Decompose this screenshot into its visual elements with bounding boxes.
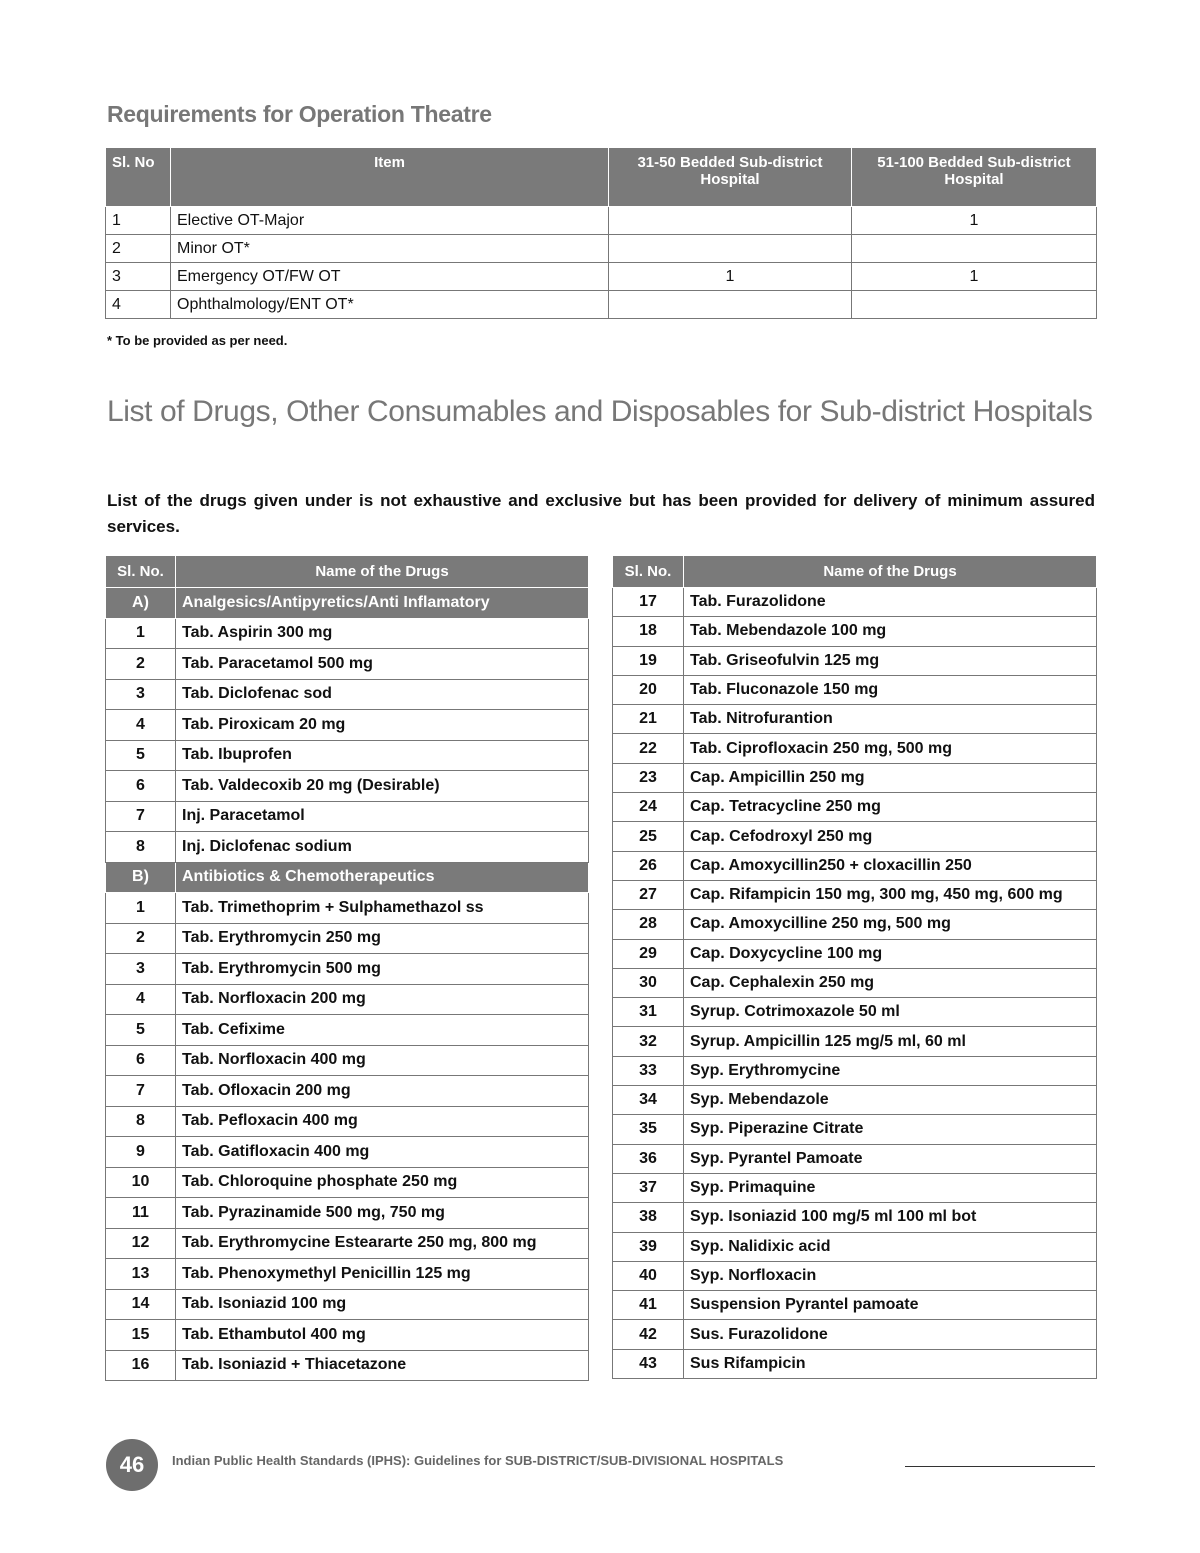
drug-sl-no: 2 bbox=[106, 649, 176, 680]
drug-sl-no: A) bbox=[106, 588, 176, 619]
drug-sl-no: 25 bbox=[613, 822, 684, 851]
drug-name: Syp. Pyrantel Pamoate bbox=[684, 1144, 1097, 1173]
drug-name: Tab. Valdecoxib 20 mg (Desirable) bbox=[176, 771, 589, 802]
drug-sl-no: 22 bbox=[613, 734, 684, 763]
drug-name: Tab. Erythromycin 500 mg bbox=[176, 954, 589, 985]
drug-name: Tab. Erythromycin 250 mg bbox=[176, 923, 589, 954]
ot-requirements-table bbox=[105, 148, 1097, 319]
drug-name: Syp. Piperazine Citrate bbox=[684, 1115, 1097, 1144]
drug-name: Tab. Erythromycine Esteararte 250 mg, 800 mg bbox=[176, 1228, 589, 1259]
drug-row bbox=[613, 1232, 1097, 1261]
drug-name: Tab. Mebendazole 100 mg bbox=[684, 617, 1097, 646]
drug-name: Tab. Pyrazinamide 500 mg, 750 mg bbox=[176, 1198, 589, 1229]
drug-name: Cap. Amoxycillin250 + cloxacillin 250 bbox=[684, 851, 1097, 880]
drugs-table-left bbox=[105, 556, 589, 1381]
drug-sl-no: 6 bbox=[106, 1045, 176, 1076]
ot-cell-sl-no: 1 bbox=[106, 207, 171, 235]
ot-header-item: Item bbox=[171, 148, 609, 207]
drug-row bbox=[106, 740, 589, 771]
ot-table-row bbox=[106, 235, 1097, 263]
drug-sl-no: 36 bbox=[613, 1144, 684, 1173]
drug-sl-no: 27 bbox=[613, 880, 684, 909]
drug-sl-no: 32 bbox=[613, 1027, 684, 1056]
drug-sl-no: 34 bbox=[613, 1086, 684, 1115]
drug-row bbox=[106, 1289, 589, 1320]
drug-name: Tab. Isoniazid 100 mg bbox=[176, 1289, 589, 1320]
drug-sl-no: 41 bbox=[613, 1291, 684, 1320]
drugs-table-right bbox=[612, 556, 1097, 1379]
drug-name: Cap. Cefodroxyl 250 mg bbox=[684, 822, 1097, 851]
ot-header-sl-no: Sl. No bbox=[106, 148, 171, 207]
ot-cell-31-50 bbox=[609, 291, 852, 319]
ot-cell-sl-no: 2 bbox=[106, 235, 171, 263]
drug-name: Tab. Gatifloxacin 400 mg bbox=[176, 1137, 589, 1168]
drug-row bbox=[613, 1320, 1097, 1349]
drug-name: Cap. Amoxycilline 250 mg, 500 mg bbox=[684, 910, 1097, 939]
ot-table-header-row bbox=[106, 148, 1097, 207]
drug-category-name: Analgesics/Antipyretics/Anti Inflamatory bbox=[176, 588, 589, 619]
drug-sl-no: 39 bbox=[613, 1232, 684, 1261]
drug-row bbox=[106, 618, 589, 649]
drugs-left-header-sl-no: Sl. No. bbox=[106, 556, 176, 588]
drug-row bbox=[106, 984, 589, 1015]
ot-table-row bbox=[106, 291, 1097, 319]
drug-name: Tab. Ethambutol 400 mg bbox=[176, 1320, 589, 1351]
drug-row bbox=[613, 1173, 1097, 1202]
drug-sl-no: 4 bbox=[106, 710, 176, 741]
drug-row bbox=[106, 1350, 589, 1381]
drug-row bbox=[106, 893, 589, 924]
ot-cell-item: Elective OT-Major bbox=[171, 207, 609, 235]
drug-name: Tab. Fluconazole 150 mg bbox=[684, 675, 1097, 704]
drug-name: Tab. Trimethoprim + Sulphamethazol ss bbox=[176, 893, 589, 924]
drug-name: Syp. Norfloxacin bbox=[684, 1261, 1097, 1290]
drug-name: Syp. Primaquine bbox=[684, 1173, 1097, 1202]
drug-sl-no: 31 bbox=[613, 998, 684, 1027]
drug-name: Sus. Furazolidone bbox=[684, 1320, 1097, 1349]
drugs-left-header-row bbox=[106, 556, 589, 588]
ot-cell-31-50: 1 bbox=[609, 263, 852, 291]
drug-sl-no: 42 bbox=[613, 1320, 684, 1349]
drug-name: Tab. Nitrofurantion bbox=[684, 705, 1097, 734]
drug-name: Cap. Ampicillin 250 mg bbox=[684, 763, 1097, 792]
drug-sl-no: 38 bbox=[613, 1203, 684, 1232]
drug-row bbox=[106, 1228, 589, 1259]
drug-sl-no: 29 bbox=[613, 939, 684, 968]
drug-name: Syrup. Ampicillin 125 mg/5 ml, 60 ml bbox=[684, 1027, 1097, 1056]
drug-sl-no: 5 bbox=[106, 740, 176, 771]
ot-cell-51-100 bbox=[852, 291, 1097, 319]
drug-category-name: Antibiotics & Chemotherapeutics bbox=[176, 862, 589, 893]
drug-name: Syp. Nalidixic acid bbox=[684, 1232, 1097, 1261]
ot-cell-item: Emergency OT/FW OT bbox=[171, 263, 609, 291]
drug-name: Syp. Isoniazid 100 mg/5 ml 100 ml bot bbox=[684, 1203, 1097, 1232]
drug-name: Tab. Cefixime bbox=[176, 1015, 589, 1046]
drug-name: Tab. Phenoxymethyl Penicillin 125 mg bbox=[176, 1259, 589, 1290]
drug-row bbox=[106, 832, 589, 863]
drug-sl-no: 16 bbox=[106, 1350, 176, 1381]
drug-name: Cap. Doxycycline 100 mg bbox=[684, 939, 1097, 968]
drug-sl-no: 15 bbox=[106, 1320, 176, 1351]
drug-row bbox=[613, 1203, 1097, 1232]
drug-sl-no: 1 bbox=[106, 893, 176, 924]
drug-sl-no: 40 bbox=[613, 1261, 684, 1290]
drug-row bbox=[106, 771, 589, 802]
drug-row bbox=[106, 954, 589, 985]
ot-cell-sl-no: 3 bbox=[106, 263, 171, 291]
drug-row bbox=[106, 1106, 589, 1137]
drug-sl-no: 20 bbox=[613, 675, 684, 704]
drug-sl-no: B) bbox=[106, 862, 176, 893]
drug-row bbox=[106, 1045, 589, 1076]
ot-footnote: * To be provided as per need. bbox=[107, 333, 288, 348]
drug-row bbox=[106, 1015, 589, 1046]
drug-name: Tab. Ofloxacin 200 mg bbox=[176, 1076, 589, 1107]
drug-sl-no: 2 bbox=[106, 923, 176, 954]
drug-name: Tab. Diclofenac sod bbox=[176, 679, 589, 710]
drug-name: Syp. Erythromycine bbox=[684, 1056, 1097, 1085]
drug-sl-no: 7 bbox=[106, 801, 176, 832]
drug-row bbox=[613, 910, 1097, 939]
drug-sl-no: 37 bbox=[613, 1173, 684, 1202]
drug-row bbox=[613, 1056, 1097, 1085]
drugs-section-title: List of Drugs, Other Consumables and Disposables for Sub-district Hospitals bbox=[107, 395, 1093, 428]
drug-row bbox=[613, 998, 1097, 1027]
drug-row bbox=[613, 1027, 1097, 1056]
drug-name: Tab. Chloroquine phosphate 250 mg bbox=[176, 1167, 589, 1198]
drug-sl-no: 19 bbox=[613, 646, 684, 675]
drug-row bbox=[613, 822, 1097, 851]
drug-sl-no: 33 bbox=[613, 1056, 684, 1085]
drug-sl-no: 43 bbox=[613, 1349, 684, 1378]
ot-header-51-100: 51-100 Bedded Sub-district Hospital bbox=[852, 148, 1097, 207]
drug-row bbox=[613, 968, 1097, 997]
drug-row bbox=[613, 705, 1097, 734]
drug-row bbox=[613, 646, 1097, 675]
drug-sl-no: 3 bbox=[106, 954, 176, 985]
drugs-left-header-name: Name of the Drugs bbox=[176, 556, 589, 588]
drug-row bbox=[613, 880, 1097, 909]
drug-name: Syrup. Cotrimoxazole 50 ml bbox=[684, 998, 1097, 1027]
drug-row bbox=[613, 851, 1097, 880]
ot-cell-51-100: 1 bbox=[852, 263, 1097, 291]
drug-sl-no: 6 bbox=[106, 771, 176, 802]
drug-sl-no: 7 bbox=[106, 1076, 176, 1107]
drug-name: Tab. Furazolidone bbox=[684, 588, 1097, 617]
drugs-intro-paragraph: List of the drugs given under is not exhaustive and exclusive but has been provided for delivery of minimum assured services. bbox=[107, 491, 1095, 536]
drug-name: Cap. Rifampicin 150 mg, 300 mg, 450 mg, 600 mg bbox=[684, 880, 1097, 909]
drug-sl-no: 14 bbox=[106, 1289, 176, 1320]
drug-row bbox=[106, 1167, 589, 1198]
ot-cell-item: Ophthalmology/ENT OT* bbox=[171, 291, 609, 319]
ot-cell-item: Minor OT* bbox=[171, 235, 609, 263]
drug-sl-no: 30 bbox=[613, 968, 684, 997]
drug-name: Tab. Norfloxacin 400 mg bbox=[176, 1045, 589, 1076]
drug-name: Tab. Paracetamol 500 mg bbox=[176, 649, 589, 680]
drugs-right-header-sl-no: Sl. No. bbox=[613, 556, 684, 588]
drug-row bbox=[106, 679, 589, 710]
drug-sl-no: 11 bbox=[106, 1198, 176, 1229]
drug-row bbox=[106, 1320, 589, 1351]
ot-cell-51-100: 1 bbox=[852, 207, 1097, 235]
drug-row bbox=[106, 649, 589, 680]
drug-row bbox=[106, 1137, 589, 1168]
drug-sl-no: 18 bbox=[613, 617, 684, 646]
drugs-right-header-row bbox=[613, 556, 1097, 588]
drug-row bbox=[613, 763, 1097, 792]
drug-category-row bbox=[106, 588, 589, 619]
drug-sl-no: 10 bbox=[106, 1167, 176, 1198]
footer-running-title: Indian Public Health Standards (IPHS): Guidelines for SUB-DISTRICT/SUB-DIVISIONAL HOSPITALS bbox=[172, 1453, 784, 1468]
drug-row bbox=[106, 801, 589, 832]
drug-name: Tab. Ciprofloxacin 250 mg, 500 mg bbox=[684, 734, 1097, 763]
ot-section-heading: Requirements for Operation Theatre bbox=[107, 101, 492, 127]
drug-category-row bbox=[106, 862, 589, 893]
drug-row bbox=[613, 1115, 1097, 1144]
ot-cell-31-50 bbox=[609, 207, 852, 235]
drug-sl-no: 8 bbox=[106, 832, 176, 863]
drug-name: Inj. Paracetamol bbox=[176, 801, 589, 832]
drug-sl-no: 3 bbox=[106, 679, 176, 710]
drug-name: Tab. Ibuprofen bbox=[176, 740, 589, 771]
drug-name: Cap. Tetracycline 250 mg bbox=[684, 793, 1097, 822]
drug-name: Tab. Pefloxacin 400 mg bbox=[176, 1106, 589, 1137]
drug-sl-no: 24 bbox=[613, 793, 684, 822]
drug-row bbox=[613, 675, 1097, 704]
drug-name: Sus Rifampicin bbox=[684, 1349, 1097, 1378]
ot-table-row bbox=[106, 263, 1097, 291]
drug-sl-no: 4 bbox=[106, 984, 176, 1015]
ot-table-row bbox=[106, 207, 1097, 235]
drug-row bbox=[613, 734, 1097, 763]
drug-name: Syp. Mebendazole bbox=[684, 1086, 1097, 1115]
drug-name: Tab. Aspirin 300 mg bbox=[176, 618, 589, 649]
footer-rule bbox=[905, 1466, 1095, 1467]
drug-name: Tab. Isoniazid + Thiacetazone bbox=[176, 1350, 589, 1381]
ot-cell-31-50 bbox=[609, 235, 852, 263]
drug-name: Suspension Pyrantel pamoate bbox=[684, 1291, 1097, 1320]
drug-sl-no: 5 bbox=[106, 1015, 176, 1046]
page-number-badge: 46 bbox=[106, 1439, 158, 1491]
drugs-right-header-name: Name of the Drugs bbox=[684, 556, 1097, 588]
drug-row bbox=[613, 793, 1097, 822]
drug-sl-no: 13 bbox=[106, 1259, 176, 1290]
drug-name: Tab. Norfloxacin 200 mg bbox=[176, 984, 589, 1015]
drug-row bbox=[613, 1144, 1097, 1173]
drug-sl-no: 1 bbox=[106, 618, 176, 649]
drug-name: Tab. Piroxicam 20 mg bbox=[176, 710, 589, 741]
drug-row bbox=[106, 1259, 589, 1290]
drug-row bbox=[106, 710, 589, 741]
drug-row bbox=[613, 1349, 1097, 1378]
drug-row bbox=[613, 1291, 1097, 1320]
drug-row bbox=[613, 588, 1097, 617]
ot-header-31-50: 31-50 Bedded Sub-district Hospital bbox=[609, 148, 852, 207]
drug-sl-no: 35 bbox=[613, 1115, 684, 1144]
drug-sl-no: 23 bbox=[613, 763, 684, 792]
drug-row bbox=[106, 923, 589, 954]
drug-row bbox=[613, 1086, 1097, 1115]
ot-cell-51-100 bbox=[852, 235, 1097, 263]
drug-sl-no: 17 bbox=[613, 588, 684, 617]
drug-sl-no: 8 bbox=[106, 1106, 176, 1137]
drug-name: Tab. Griseofulvin 125 mg bbox=[684, 646, 1097, 675]
drug-row bbox=[106, 1076, 589, 1107]
drug-sl-no: 28 bbox=[613, 910, 684, 939]
drug-name: Cap. Cephalexin 250 mg bbox=[684, 968, 1097, 997]
drug-row bbox=[613, 939, 1097, 968]
drug-sl-no: 21 bbox=[613, 705, 684, 734]
drug-row bbox=[613, 617, 1097, 646]
drug-name: Inj. Diclofenac sodium bbox=[176, 832, 589, 863]
drug-sl-no: 26 bbox=[613, 851, 684, 880]
ot-cell-sl-no: 4 bbox=[106, 291, 171, 319]
drug-row bbox=[613, 1261, 1097, 1290]
drug-sl-no: 12 bbox=[106, 1228, 176, 1259]
drug-row bbox=[106, 1198, 589, 1229]
drug-sl-no: 9 bbox=[106, 1137, 176, 1168]
